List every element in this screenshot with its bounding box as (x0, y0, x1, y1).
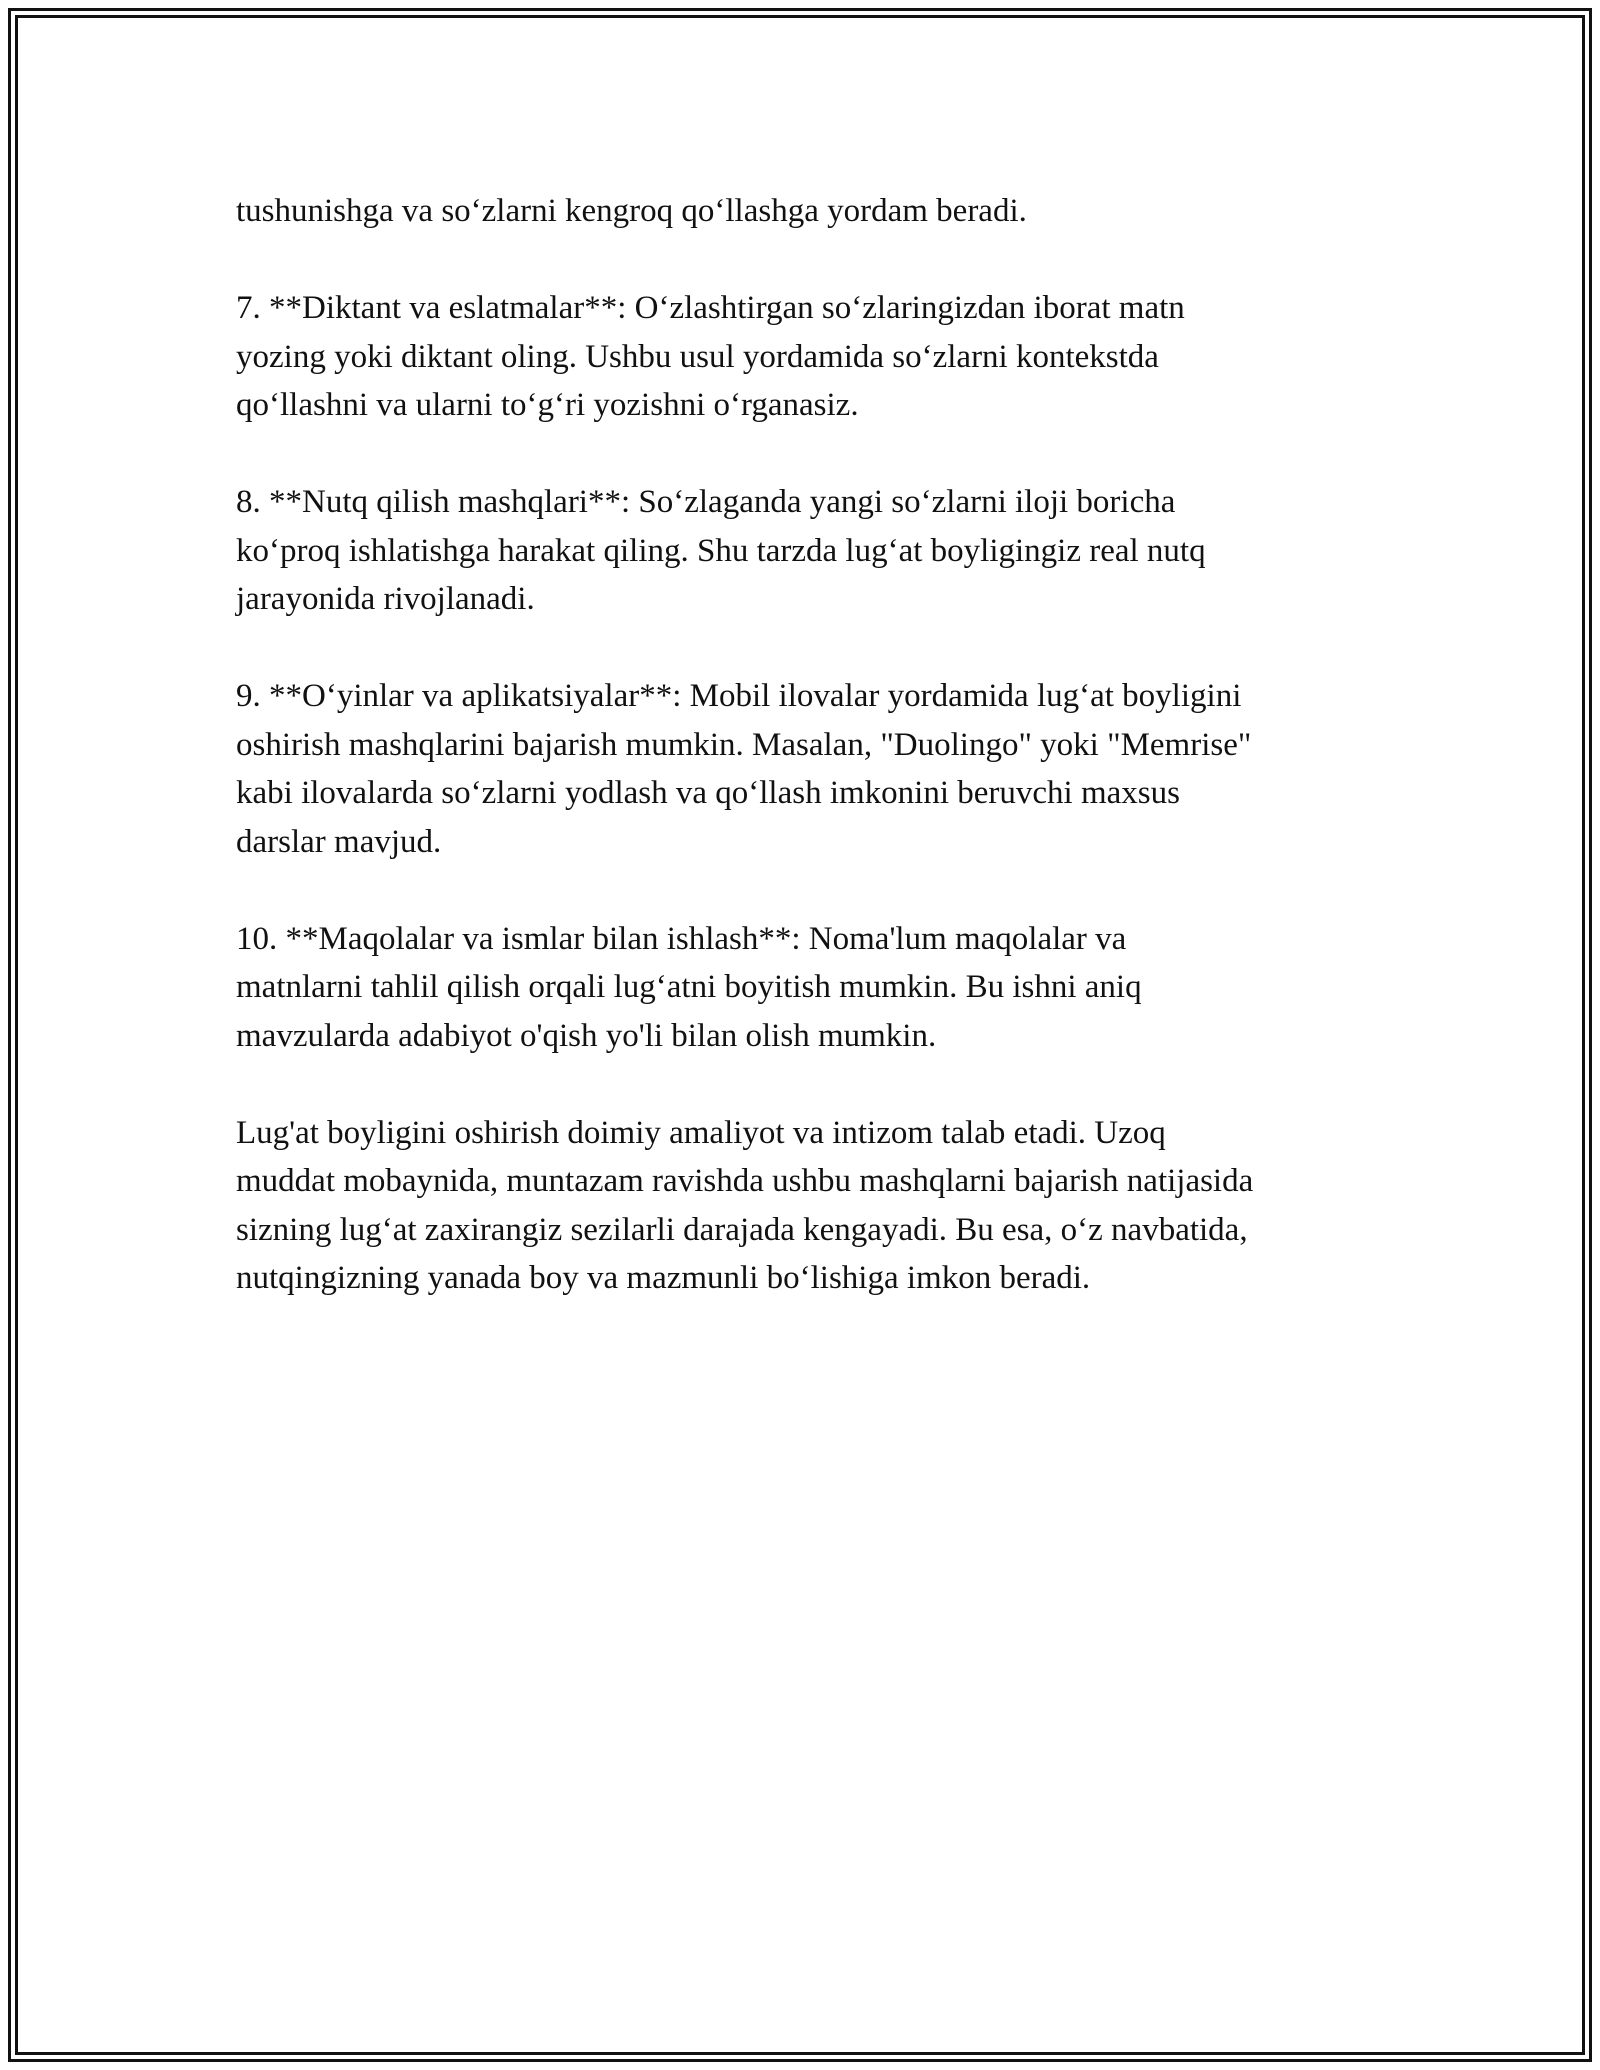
text-line: darslar mavjud. (236, 823, 442, 860)
text-line: jarayonida rivojlanadi. (236, 581, 535, 617)
paragraph-item-7 (236, 284, 1396, 430)
text-line: 8. **Nutq qilish mashqlari**: So‘zlaganda yangi so‘zlarni iloji boricha (236, 484, 1176, 520)
text-line: yozing yoki diktant oling. Ushbu usul yordamida so‘zlarni kontekstda (236, 338, 1159, 375)
paragraph-conclusion (236, 1109, 1396, 1303)
text-line: qo‘llashni va ularni to‘g‘ri yozishni o‘rganasiz. (236, 387, 859, 423)
text-line: sizning lug‘at zaxirangiz sezilarli darajada kengayadi. Bu esa, o‘z navbatida, (236, 1211, 1248, 1248)
document-body (236, 187, 1396, 1351)
text-line: ko‘proq ishlatishga harakat qiling. Shu tarzda lug‘at boyligingiz real nutq (236, 532, 1206, 569)
text-line: 9. **O‘yinlar va aplikatsiyalar**: Mobil ilovalar yordamida lug‘at boyligini (236, 678, 1242, 714)
paragraph-continuation (236, 187, 1396, 236)
text-line: oshirish mashqlarini bajarish mumkin. Masalan, "Duolingo" yoki "Memrise" (236, 726, 1252, 763)
text-line: 7. **Diktant va eslatmalar**: O‘zlashtirgan so‘zlaringizdan iborat matn (236, 290, 1185, 326)
text-line: muddat mobaynida, muntazam ravishda ushbu mashqlarni bajarish natijasida (236, 1163, 1254, 1199)
text-line: tushunishga va so‘zlarni kengroq qo‘llashga yordam beradi. (236, 193, 1027, 229)
paragraph-item-8 (236, 478, 1396, 624)
text-line: matnlarni tahlil qilish orqali lug‘atni boyitish mumkin. Bu ishni aniq (236, 969, 1142, 1005)
paragraph-item-9 (236, 672, 1396, 866)
text-line: mavzularda adabiyot o'qish yo'li bilan olish mumkin. (236, 1017, 937, 1054)
text-line: Lug'at boyligini oshirish doimiy amaliyot va intizom talab etadi. Uzoq (236, 1114, 1166, 1151)
text-line: kabi ilovalarda so‘zlarni yodlash va qo‘llash imkonini beruvchi maxsus (236, 775, 1180, 811)
text-line: 10. **Maqolalar va ismlar bilan ishlash**: Noma'lum maqolalar va (236, 920, 1127, 957)
paragraph-item-10 (236, 915, 1396, 1061)
text-line: nutqingizning yanada boy va mazmunli bo‘lishiga imkon beradi. (236, 1260, 1091, 1296)
